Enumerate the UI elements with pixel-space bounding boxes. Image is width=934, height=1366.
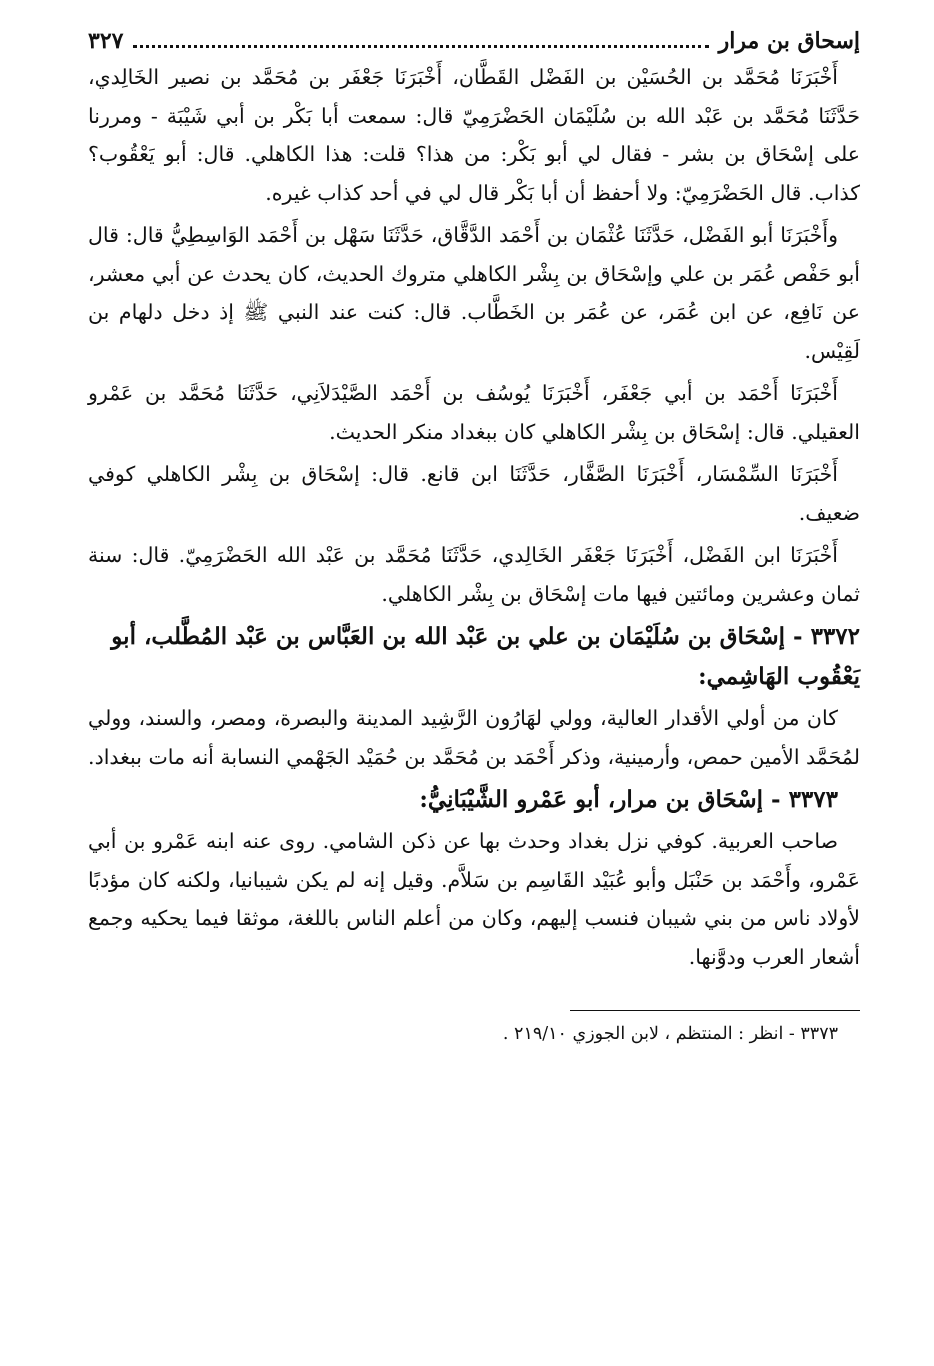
paragraph-7: صاحب العربية. كوفي نزل بغداد وحدث بها عن ذكن الشامي. روى عنه ابنه عَمْرو بن أبي عَمْرو، وأَحْمَد بن حَنْبَل وأبو عُبَيْد القَاسِم بن سَلاَّم. وقيل إنه لم يكن شيبانيا، ولكنه كان مؤدبًا لأولاد ناس من بني شيبان فنسب إليهم، وكان من أعلم الناس باللغة، موثقا فيما يحكيه وجمع أشعار العرب ودوَّنها. <box>88 829 860 969</box>
paragraph-1: أَخْبَرَنَا مُحَمَّد بن الحُسَيْن بن الفَضْل القَطَّان، أَخْبَرَنَا جَعْفَر بن مُحَمَّد بن نصير الخَالِدي، حَدَّثَنَا مُحَمَّد بن عَبْد الله بن سُلَيْمَان الحَضْرَمِيّ قال: سمعت أبا بَكْر بن أبي شَيْبَة - ومررنا على إسْحَاق بن بشر - فقال لي أبو بَكْر: من هذا؟ قلت: هذا الكاهلي. قال: أبو يَعْقُوب؟ كذاب. قال الحَضْرَمِيّ: ولا أحفظ أن أبا بَكْر قال لي في أحد كذاب غيره. <box>88 65 860 205</box>
paragraph-6: كان من أولي الأقدار العالية، وولي لهَارُون الرَّشِيد المدينة والبصرة، ومصر، والسند، وولي لمُحَمَّد الأمين حمص، وأرمينية، وذكر أَحْمَد بن مُحَمَّد بن حُمَيْد الجَهْمي النسابة أنه مات ببغداد. <box>88 706 860 769</box>
running-header <box>88 24 860 58</box>
footnote-separator <box>570 1010 860 1011</box>
page-number: ٣٢٧ <box>88 28 124 54</box>
header-dot-leader <box>133 29 708 48</box>
paragraph-2: وأَخْبَرَنَا أبو الفَضْل، حَدَّثَنَا عُثْمَان بن أَحْمَد الدَّقَّاق، حَدَّثَنَا سَهْل بن أَحْمَد الوَاسِطِيُّ قال: قال أبو حَفْص عُمَر بن علي وإسْحَاق بن بِشْر الكاهلي متروك الحديث، كان يحدث عن أبي معشر، عن نَافِع، عن ابن عُمَر، عن عُمَر بن الخَطَّاب. قال: كنت عند النبي ﷺ إذ دخل دلهام بن لَقِيْس. <box>88 223 860 363</box>
header-title: إسحاق بن مرار <box>718 28 860 54</box>
entry-heading-3372: ٣٣٧٢ - إسْحَاق بن سُلَيْمَان بن علي بن عَبْد الله بن العَبَّاس بن عَبْد المُطَّلب، أبو يَعْقُوب الهَاشِمي: <box>111 623 860 690</box>
paragraph-5: أَخْبَرَنَا ابن الفَضْل، أَخْبَرَنَا جَعْفَر الخَالِدي، حَدَّثَنَا مُحَمَّد بن عَبْد الله الحَضْرَمِيّ. قال: سنة ثمان وعشرين ومائتين فيها مات إسْحَاق بن بِشْر الكاهلي. <box>88 543 860 606</box>
entry-heading-3373: ٣٣٧٣ - إسْحَاق بن مرار، أبو عَمْرو الشَّيْبَانِيُّ: <box>419 786 838 813</box>
paragraph-3: أَخْبَرَنَا أَحْمَد بن أبي جَعْفَر، أَخْبَرَنَا يُوسُف بن أَحْمَد الصَّيْدَلاَنِي، حَدَّثَنَا مُحَمَّد بن عَمْرو العقيلي. قال: إسْحَاق بن بِشْر الكاهلي كان ببغداد منكر الحديث. <box>88 381 860 444</box>
footnote: ٣٣٧٣ - انظر : المنتظم ، لابن الجوزي ٢١٩/١٠ . <box>502 1024 838 1044</box>
book-page <box>88 24 860 1344</box>
paragraph-4: أَخْبَرَنَا السِّمْسَار، أَخْبَرَنَا الصَّفَّار، حَدَّثَنَا ابن قانع. قال: إسْحَاق بن بِشْر الكاهلي كوفي ضعيف. <box>88 462 860 525</box>
